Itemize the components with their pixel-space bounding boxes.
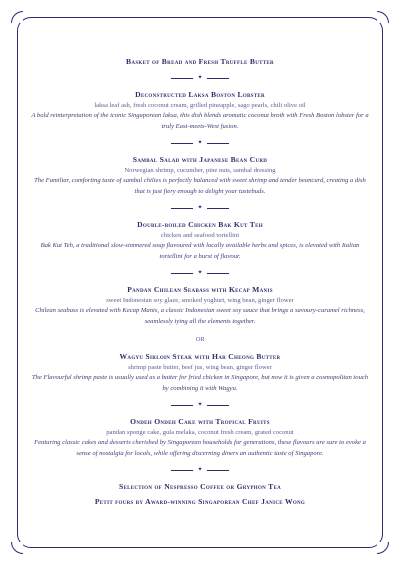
course-ingredients: Norwegian shrimp, cucumber, pine nuts, sambal dressing — [124, 167, 276, 174]
course-description: Bak Kut Teh, a traditional slow-simmered soup flavoured with locally available herbs and spices, is elevated with Italian tortellini for a burst of flavour. — [40, 242, 360, 260]
course-ingredients: laksa leaf ash, fresh coconut cream, grilled pineapple, sago pearls, chili olive oil — [94, 102, 306, 109]
course-ondeh-ondeh — [30, 416, 370, 459]
course-description: A bold reinterpretation of the iconic Singaporean laksa, this dish blends aromatic coconut broth with Fresh Boston lobster for a truly East-meets-West fusion. — [31, 112, 369, 130]
course-ingredients: pandan sponge cake, gula melaka, coconut fresh cream, grated coconut — [106, 429, 294, 436]
ornament-divider — [30, 268, 370, 278]
star-icon: ✦ — [197, 467, 203, 473]
menu-content — [30, 56, 370, 507]
ornament-divider — [30, 400, 370, 410]
course-ingredients: chicken and seafood tortellini — [160, 232, 240, 239]
course-wagyu — [30, 351, 370, 394]
course-title: Sambal Salad with Japanese Bean Curd — [132, 155, 268, 164]
basket-title: Basket of Bread and Fresh Truffle Butter — [126, 57, 274, 66]
border-corner — [11, 542, 23, 554]
course-sambal-salad — [30, 154, 370, 197]
course-title: Ondeh Ondeh Cake with Tropical Fruits — [130, 417, 270, 426]
star-icon: ✦ — [197, 205, 203, 211]
border-corner — [377, 11, 389, 23]
course-bak-kut-teh — [30, 219, 370, 262]
petit-fours-title: Petit fours by Award-winning Singaporean Chef Janice Wong — [94, 497, 306, 506]
star-icon: ✦ — [197, 402, 203, 408]
course-description: Featuring classic cakes and desserts cherished by Singaporean households for generations, these flavours are sure to evoke a sense of nostalgia for locals, while offering discerning diners an authentic taste of Singapore. — [34, 439, 366, 457]
star-icon: ✦ — [197, 75, 203, 81]
coffee-title: Selection of Nespresso Coffee or Gryphon Tea — [118, 482, 282, 491]
star-icon: ✦ — [197, 140, 203, 146]
course-ingredients: sweet Indonesian soy glaze, smoked yoghurt, wing bean, ginger flower — [106, 297, 294, 304]
course-description: Chilean seabass is elevated with Kecap Manis, a classic Indonesian sweet soy sauce that brings a savoury-caramel richness, seamlessly tying all the elements together. — [35, 307, 365, 325]
course-ingredients: shrimp paste butter, beef jus, wing bean, ginger flower — [128, 364, 272, 371]
star-icon: ✦ — [197, 270, 203, 276]
ornament-divider — [30, 465, 370, 475]
course-title: Double-boiled Chicken Bak Kut Teh — [137, 220, 263, 229]
border-corner — [377, 542, 389, 554]
or-separator: OR — [195, 336, 205, 343]
course-description: The Familiar, comforting taste of sambal chilies is perfectly balanced with sweet shrimp and tender beancurd, creating a dish that is just fiery enough to delight your tastebuds. — [34, 177, 366, 195]
course-seabass — [30, 284, 370, 327]
border-corner — [11, 11, 23, 23]
course-title: Deconstructed Laksa Boston Lobster — [135, 90, 265, 99]
course-title: Pandan Chilean Seabass with Kecap Manis — [127, 285, 273, 294]
course-description: The Flavourful shrimp paste is usually used as a batter for fried chicken in Singapore, but now it is given a cosmopolitan touch by combining it with Wagyu. — [31, 374, 369, 392]
ornament-divider — [30, 138, 370, 148]
course-title: Wagyu Sirloin Steak with Har Cheong Butter — [119, 352, 281, 361]
ornament-divider — [30, 73, 370, 83]
course-lobster — [30, 89, 370, 132]
ornament-divider — [30, 203, 370, 213]
